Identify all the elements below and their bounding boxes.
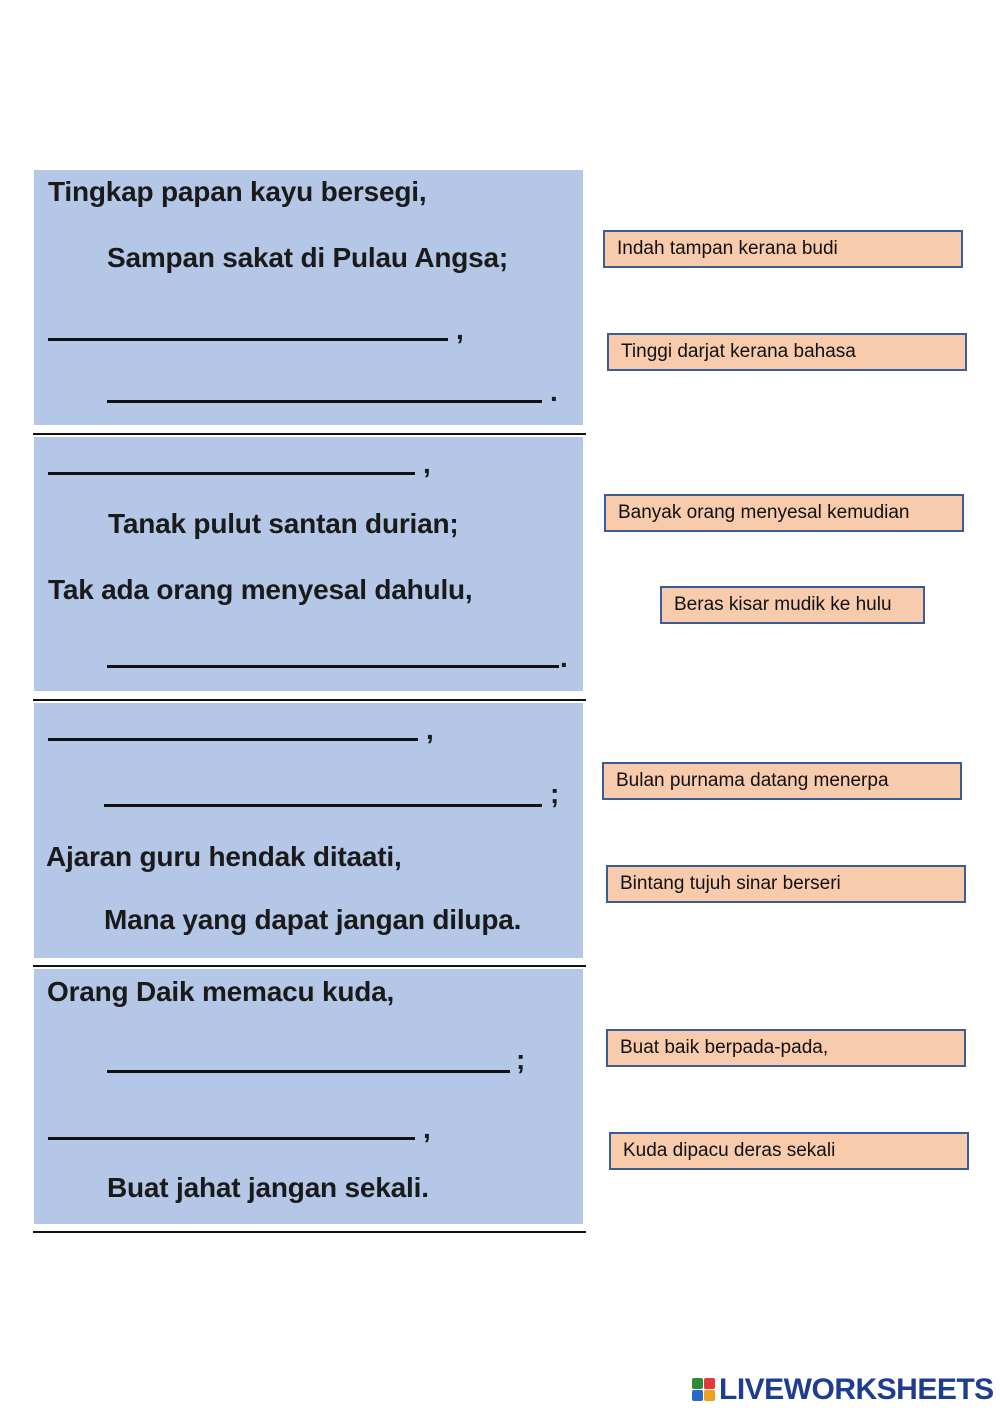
stanza-2-line-2: Tak ada orang menyesal dahulu, (48, 574, 473, 605)
stanza-4-line-2: Buat jahat jangan sekali. (107, 1172, 429, 1203)
stanza-4-blank-1[interactable] (107, 1070, 510, 1073)
stanza-1-panel (34, 170, 583, 425)
stanza-1-blank-2[interactable] (107, 400, 542, 403)
stanza-2-line-1: Tanak pulut santan durian; (108, 508, 459, 539)
stanza-2-blank-1-punct: , (423, 448, 431, 479)
stanza-divider (33, 433, 586, 435)
liveworksheets-brand (692, 1372, 994, 1408)
stanza-4-blank-2[interactable] (48, 1137, 415, 1140)
stanza-3-line-1: Ajaran guru hendak ditaati, (46, 841, 402, 872)
stanza-1-blank-1-punct: , (456, 314, 464, 345)
stanza-divider (33, 965, 586, 967)
stanza-2-blank-2[interactable] (107, 665, 559, 668)
answer-card[interactable]: Bulan purnama datang menerpa (602, 762, 962, 800)
stanza-divider (33, 1231, 586, 1233)
stanza-2-panel (34, 437, 583, 691)
stanza-3-line-2: Mana yang dapat jangan dilupa. (104, 904, 522, 935)
stanza-4-line-1: Orang Daik memacu kuda, (47, 976, 395, 1007)
stanza-4-blank-1-punct: ; (516, 1044, 526, 1075)
answer-card[interactable]: Beras kisar mudik ke hulu (660, 586, 925, 624)
stanza-2-blank-2-punct: . (560, 642, 568, 673)
stanza-2-blank-1[interactable] (48, 472, 415, 475)
answer-card[interactable]: Buat baik berpada-pada, (606, 1029, 966, 1067)
stanza-4-blank-2-punct: , (423, 1113, 431, 1144)
stanza-1-line-2: Sampan sakat di Pulau Angsa; (107, 242, 509, 273)
answer-card[interactable]: Bintang tujuh sinar berseri (606, 865, 966, 903)
stanza-3-blank-1[interactable] (48, 738, 418, 741)
stanza-3-blank-1-punct: , (426, 714, 434, 745)
answer-card[interactable]: Tinggi darjat kerana bahasa (607, 333, 967, 371)
liveworksheets-logo-icon (692, 1378, 716, 1402)
stanza-divider (33, 699, 586, 701)
answer-card[interactable]: Indah tampan kerana budi (603, 230, 963, 268)
stanza-1-blank-1[interactable] (48, 338, 448, 341)
stanza-3-blank-2[interactable] (104, 804, 542, 807)
stanza-1-line-1: Tingkap papan kayu bersegi, (48, 176, 427, 207)
answer-card[interactable]: Kuda dipacu deras sekali (609, 1132, 969, 1170)
brand-name: LIVEWORKSHEETS (719, 1373, 994, 1406)
stanza-1-blank-2-punct: . (550, 376, 558, 407)
stanza-3-blank-2-punct: ; (550, 778, 560, 809)
answer-card[interactable]: Banyak orang menyesal kemudian (604, 494, 964, 532)
